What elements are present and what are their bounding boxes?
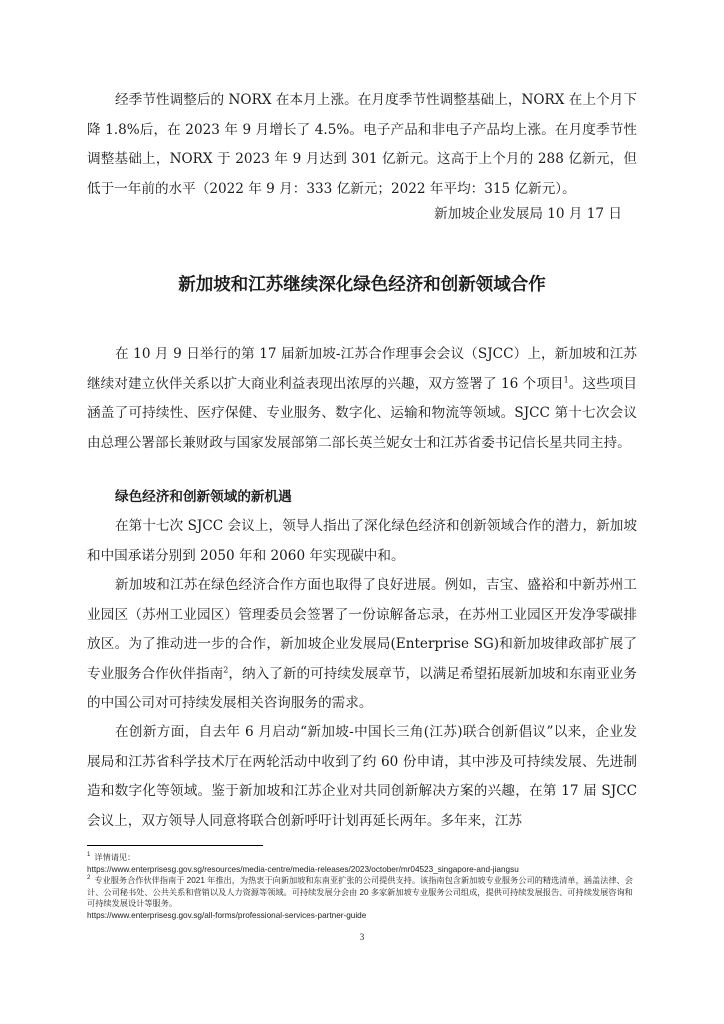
norx-paragraph: 经季节性调整后的 NORX 在本月上涨。在月度季节性调整基础上，NORX 在上个月下降 1.8%后，在 2023 年 9 月增长了 4.5%。电子产品和非电子产品均上涨。在月度季节性调整基础上，NORX 于 2023 年 9 月达到 301 亿新元。这高于上个月的 288 亿新元，但低于一年前的水平（2022 年 9 月：333 亿新元；2022 年平均：315 亿新元）。 — [87, 92, 637, 197]
signature-line: 新加坡企业发展局 10 月 17 日 — [434, 206, 622, 222]
green-economy-paragraph — [87, 571, 637, 719]
footnote-ref-2: 2 — [223, 664, 229, 674]
footnote-1-text: 详情请见： — [94, 853, 136, 862]
footnote-1 — [87, 852, 639, 864]
green-economy-text-before-note: 新加坡和江苏在绿色经济合作方面也取得了良好进展。例如，吉宝、盛裕和中新苏州工业园区（苏州工业园区）管理委员会签署了一份谅解备忘录，在苏州工业园区开发净零碳排放区。为了推动进一步的合作，新加坡企业发展局(Enterprise SG)和新加坡律政部扩展了专业服务合作伙伴指南 — [87, 577, 637, 682]
footnote-2-mark: 2 — [87, 875, 91, 882]
footnote-1-url[interactable]: https://www.enterprisesg.gov.sg/resources/media-centre/media-releases/2023/october/mr04523_singapore-and-jiangsu — [87, 864, 519, 874]
carbon-neutral-paragraph: 在第十七次 SJCC 会议上，领导人指出了深化绿色经济和创新领域合作的潜力，新加坡和中国承诺分别到 2050 年和 2060 年实现碳中和。 — [87, 518, 637, 564]
article-title: 新加坡和江苏继续深化绿色经济和创新领域合作 — [178, 275, 546, 295]
footnote-ref-1: 1 — [563, 374, 569, 384]
intro-text-before-note: 在 10 月 9 日举行的第 17 届新加坡-江苏合作理事会会议（SJCC）上，新加坡和江苏继续对建立伙伴关系以扩大商业利益表现出浓厚的兴趣，双方签署了 16 个项目 — [87, 346, 637, 392]
footnote-2-url[interactable]: https://www.enterprisesg.gov.sg/all-forms/professional-services-partner-guide — [87, 910, 367, 920]
footnote-1-mark: 1 — [87, 852, 91, 859]
green-economy-text-after-note: ，纳入了新的可持续发展章节，以满足希望拓展新加坡和东南亚业务的中国公司对可持续发展相关咨询服务的需求。 — [87, 665, 638, 711]
footnotes — [87, 852, 639, 922]
footnote-divider — [87, 845, 263, 846]
intro-text-after-note: 。这些项目涵盖了可持续性、医疗保健、专业服务、数字化、运输和物流等领域。SJCC 第十七次会议由总理公署部长兼财政与国家发展部第二部长英兰妮女士和江苏省委书记信长星共同主持。 — [87, 375, 638, 451]
page-number: 3 — [359, 932, 365, 942]
footnote-2 — [87, 875, 639, 910]
section-subheading: 绿色经济和创新领域的新机遇 — [115, 489, 292, 505]
innovation-paragraph: 在创新方面，自去年 6 月启动“新加坡-中国长三角(江苏)联合创新倡议”以来，企业发展局和江苏省科学技术厅在两轮活动中收到了约 60 份申请，其中涉及可持续发展、先进制造和数字化等领域。鉴于新加坡和江苏企业对共同创新解决方案的兴趣，在第 17 届 SJCC 会议上，双方领导人同意将联合创新呼吁计划再延长两年。多年来，江苏 — [87, 724, 637, 829]
footnote-2-text: 专业服务合作伙伴指南于 2021 年推出，为热衷于向新加坡和东南亚扩张的公司提供支持。该指南包含新加坡专业服务公司的精选清单，涵盖法律、会计、公司秘书处、公共关系和营销以及人力资源等领域。可持续发展分会由 20 多家新加坡专业服务公司组成，提供可持续发展报告、可持续发展咨询和可持续发展设计等服务。 — [87, 876, 633, 909]
intro-paragraph — [87, 340, 637, 458]
